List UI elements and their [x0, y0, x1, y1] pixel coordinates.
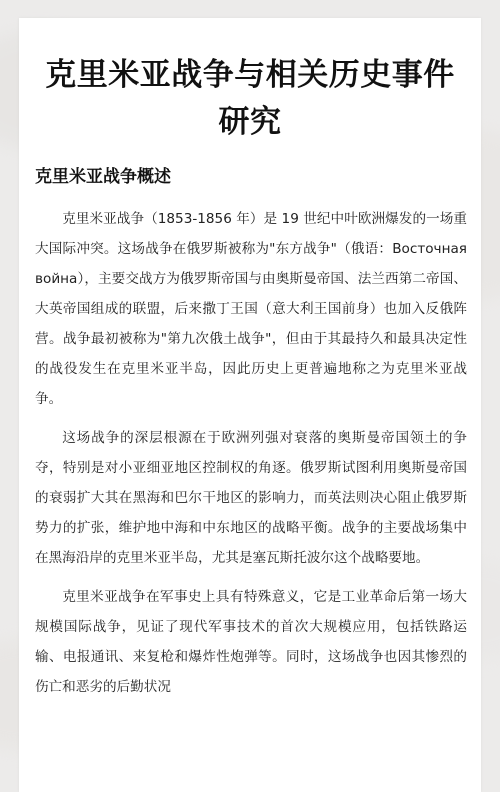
document-body [35, 204, 467, 711]
document-page [19, 18, 481, 792]
paragraph-3: 克里米亚战争在军事史上具有特殊意义，它是工业革命后第一场大规模国际战争，见证了现代军事技术的首次大规模应用，包括铁路运输、电报通讯、来复枪和爆炸性炮弹等。同时，这场战争也因其惨烈的伤亡和恶劣的后勤状况 [35, 589, 467, 695]
section-heading: 克里米亚战争概述 [35, 167, 171, 187]
document-title: 克里米亚战争与相关历史事件研究 [45, 57, 455, 140]
paragraph-1: 克里米亚战争（1853-1856 年）是 19 世纪中叶欧洲爆发的一场重大国际冲突。这场战争在俄罗斯被称为"东方战争"（俄语：Восточная война），主要交战方为俄罗斯帝国与由奥斯曼帝国、法兰西第二帝国、大英帝国组成的联盟，后来撒丁王国（意大利王国前身）也加入反俄阵营。战争最初被称为"第九次俄土战争"，但由于其最持久和最具决定性的战役发生在克里米亚半岛，因此历史上更普遍地称之为克里米亚战争。 [35, 211, 467, 407]
paragraph-2: 这场战争的深层根源在于欧洲列强对衰落的奥斯曼帝国领土的争夺，特别是对小亚细亚地区控制权的角逐。俄罗斯试图利用奥斯曼帝国的衰弱扩大其在黑海和巴尔干地区的影响力，而英法则决心阻止俄罗斯势力的扩张，维护地中海和中东地区的战略平衡。战争的主要战场集中在黑海沿岸的克里米亚半岛，尤其是塞瓦斯托波尔这个战略要地。 [35, 430, 467, 566]
